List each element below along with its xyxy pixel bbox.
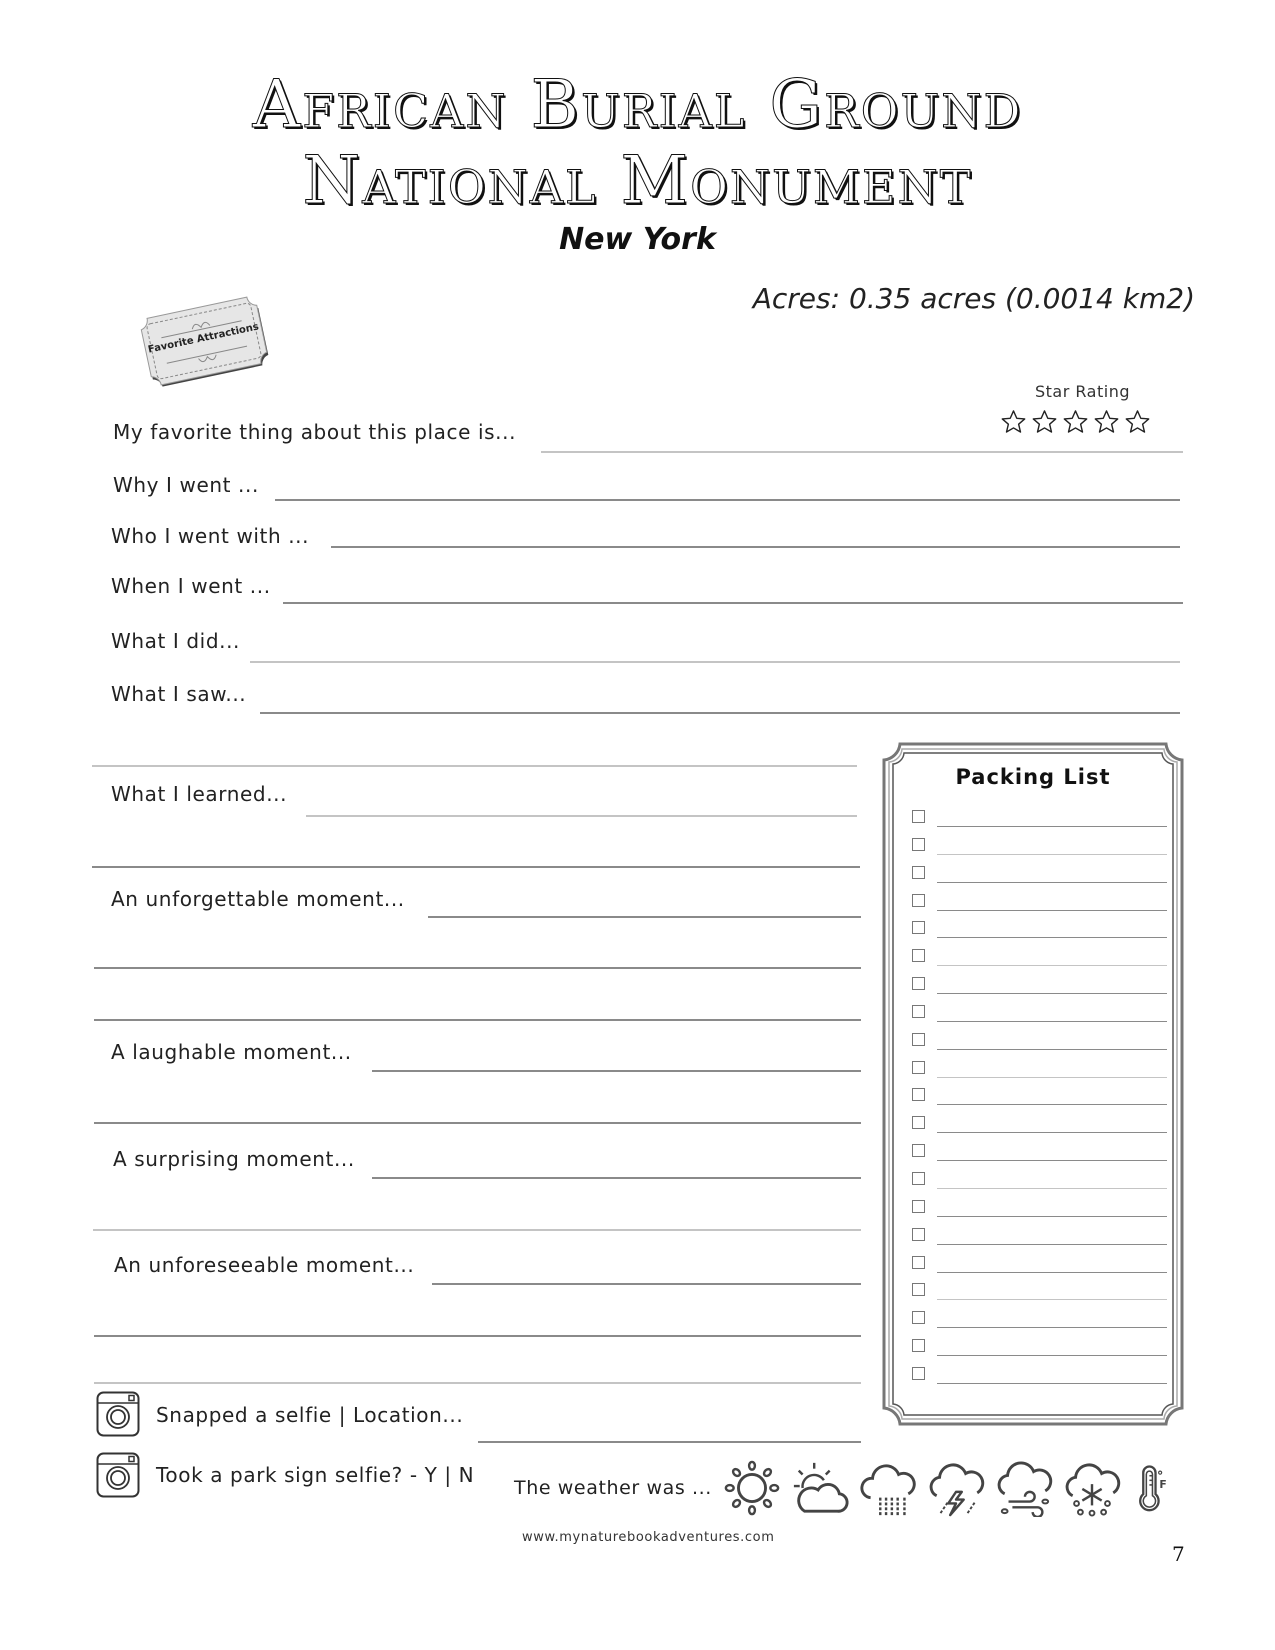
prompt-favorite-label: My favorite thing about this place is... <box>113 420 517 444</box>
packing-item-line[interactable] <box>937 826 1167 827</box>
prompt-unforeseeable-input-line[interactable] <box>432 1283 861 1285</box>
star-outline-icon[interactable] <box>1061 408 1090 436</box>
weather-label: The weather was ... <box>514 1477 712 1499</box>
packing-list-title: Packing List <box>955 765 1111 789</box>
prompt-unforeseeable-label: An unforeseeable moment... <box>114 1253 415 1277</box>
packing-list-item <box>912 1337 1174 1365</box>
packing-list-item <box>912 1170 1174 1198</box>
packing-item-line[interactable] <box>937 882 1167 883</box>
checkbox[interactable] <box>912 1088 925 1101</box>
prompt-saw-label: What I saw... <box>111 682 247 706</box>
checkbox[interactable] <box>912 1256 925 1269</box>
packing-list-item <box>912 892 1174 920</box>
writing-line[interactable] <box>94 1382 861 1384</box>
checkbox[interactable] <box>912 1144 925 1157</box>
packing-item-line[interactable] <box>937 1160 1167 1161</box>
thermometer-icon[interactable] <box>1131 1459 1177 1517</box>
checkbox[interactable] <box>912 1116 925 1129</box>
footer-url[interactable]: www.mynaturebookadventures.com <box>522 1530 775 1545</box>
park-sign-selfie-label: Took a park sign selfie? - Y | N <box>156 1463 475 1487</box>
packing-item-line[interactable] <box>937 965 1167 966</box>
packing-list-item <box>912 1086 1174 1114</box>
packing-list-item <box>912 1198 1174 1226</box>
packing-list-item <box>912 1114 1174 1142</box>
checkbox[interactable] <box>912 921 925 934</box>
prompt-did-input-line[interactable] <box>250 661 1180 663</box>
packing-list-item <box>912 1281 1174 1309</box>
packing-item-line[interactable] <box>937 1104 1167 1105</box>
packing-item-line[interactable] <box>937 1021 1167 1022</box>
prompt-learned-input-line[interactable] <box>306 815 857 817</box>
checkbox[interactable] <box>912 838 925 851</box>
packing-item-line[interactable] <box>937 1049 1167 1050</box>
prompt-saw-input-line[interactable] <box>260 712 1180 714</box>
wind-icon[interactable] <box>995 1459 1053 1517</box>
packing-item-line[interactable] <box>937 1272 1167 1273</box>
checkbox[interactable] <box>912 1172 925 1185</box>
packing-item-line[interactable] <box>937 1216 1167 1217</box>
packing-list-item <box>912 1142 1174 1170</box>
prompt-surprising-label: A surprising moment... <box>113 1147 355 1171</box>
packing-list-item <box>912 808 1174 836</box>
packing-list-item <box>912 947 1174 975</box>
checkbox[interactable] <box>912 1033 925 1046</box>
page-title-line-1: African Burial Ground <box>252 66 1023 143</box>
checkbox[interactable] <box>912 949 925 962</box>
weather-options <box>723 1459 1177 1517</box>
packing-item-line[interactable] <box>937 1327 1167 1328</box>
packing-list-item <box>912 1031 1174 1059</box>
packing-list-item <box>912 1003 1174 1031</box>
checkbox[interactable] <box>912 1228 925 1241</box>
acres-info: Acres: 0.35 acres (0.0014 km2) <box>752 282 1195 315</box>
packing-item-line[interactable] <box>937 1383 1167 1384</box>
packing-item-line[interactable] <box>937 1188 1167 1189</box>
badge-label: Favorite Attractions <box>147 321 260 356</box>
star-outline-icon[interactable] <box>1092 408 1121 436</box>
selfie-location-input-line[interactable] <box>478 1441 861 1443</box>
page-title-line-2: National Monument <box>302 142 973 219</box>
selfie-location-label: Snapped a selfie | Location... <box>156 1403 464 1427</box>
prompt-favorite-input-line[interactable] <box>541 451 1183 453</box>
packing-item-line[interactable] <box>937 937 1167 938</box>
writing-line[interactable] <box>94 1335 861 1337</box>
prompt-laughable-input-line[interactable] <box>372 1070 861 1072</box>
packing-list <box>912 808 1174 1393</box>
star-rating[interactable] <box>999 408 1152 436</box>
page-number: 7 <box>1172 1542 1185 1566</box>
checkbox[interactable] <box>912 977 925 990</box>
thunderstorm-icon[interactable] <box>927 1459 985 1517</box>
camera-icon[interactable] <box>96 1452 140 1498</box>
writing-line[interactable] <box>92 765 857 767</box>
packing-list-item <box>912 1309 1174 1337</box>
packing-item-line[interactable] <box>937 910 1167 911</box>
packing-item-line[interactable] <box>937 1355 1167 1356</box>
checkbox[interactable] <box>912 810 925 823</box>
state-subtitle: New York <box>559 222 716 257</box>
packing-item-line[interactable] <box>937 993 1167 994</box>
packing-list-item <box>912 836 1174 864</box>
checkbox[interactable] <box>912 1339 925 1352</box>
checkbox[interactable] <box>912 866 925 879</box>
packing-item-line[interactable] <box>937 854 1167 855</box>
checkbox[interactable] <box>912 894 925 907</box>
prompt-who-label: Who I went with ... <box>111 524 310 548</box>
packing-list-item <box>912 1226 1174 1254</box>
packing-list-item <box>912 919 1174 947</box>
prompt-when-label: When I went ... <box>111 574 271 598</box>
writing-line[interactable] <box>94 967 861 969</box>
svg-text:F: F <box>1159 1478 1167 1491</box>
packing-item-line[interactable] <box>937 1077 1167 1078</box>
packing-item-line[interactable] <box>937 1299 1167 1300</box>
writing-line[interactable] <box>94 1122 861 1124</box>
prompt-learned-label: What I learned... <box>111 782 288 806</box>
prompt-unforgettable-label: An unforgettable moment... <box>111 887 405 911</box>
packing-list-item <box>912 975 1174 1003</box>
checkbox[interactable] <box>912 1200 925 1213</box>
prompt-did-label: What I did... <box>111 629 240 653</box>
packing-list-item <box>912 1059 1174 1087</box>
checkbox[interactable] <box>912 1311 925 1324</box>
checkbox[interactable] <box>912 1283 925 1296</box>
prompt-why-input-line[interactable] <box>275 499 1180 501</box>
checkbox[interactable] <box>912 1005 925 1018</box>
prompt-laughable-label: A laughable moment... <box>111 1040 352 1064</box>
favorite-attractions-badge <box>137 293 271 389</box>
packing-list-item <box>912 864 1174 892</box>
prompt-unforgettable-input-line[interactable] <box>428 916 861 918</box>
prompt-surprising-input-line[interactable] <box>372 1177 861 1179</box>
prompt-why-label: Why I went ... <box>113 473 259 497</box>
star-outline-icon[interactable] <box>999 408 1028 436</box>
writing-line[interactable] <box>92 866 860 868</box>
checkbox[interactable] <box>912 1061 925 1074</box>
packing-item-line[interactable] <box>937 1132 1167 1133</box>
prompt-when-input-line[interactable] <box>283 602 1183 604</box>
camera-icon[interactable] <box>96 1391 140 1437</box>
snow-icon[interactable] <box>1063 1459 1121 1517</box>
sun-icon[interactable] <box>723 1459 781 1517</box>
packing-list-item <box>912 1254 1174 1282</box>
star-outline-icon[interactable] <box>1123 408 1152 436</box>
packing-list-item <box>912 1365 1174 1393</box>
prompt-who-input-line[interactable] <box>331 546 1180 548</box>
checkbox[interactable] <box>912 1367 925 1380</box>
rain-icon[interactable] <box>859 1459 917 1517</box>
star-rating-label: Star Rating <box>1035 382 1130 401</box>
writing-line[interactable] <box>94 1019 861 1021</box>
packing-item-line[interactable] <box>937 1244 1167 1245</box>
partly-cloudy-icon[interactable] <box>791 1459 849 1517</box>
star-outline-icon[interactable] <box>1030 408 1059 436</box>
writing-line[interactable] <box>93 1229 861 1231</box>
